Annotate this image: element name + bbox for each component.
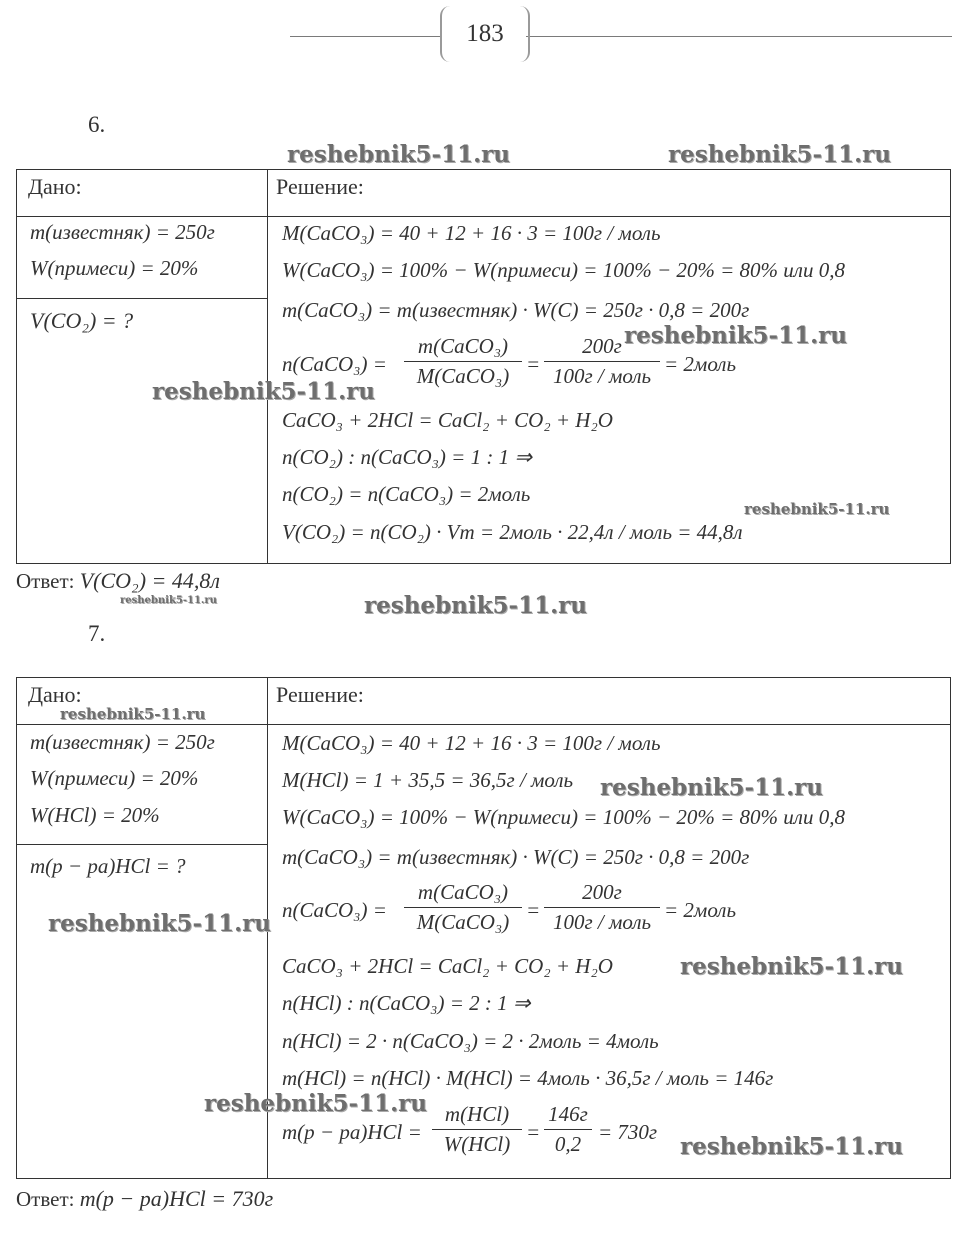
fraction-denominator: M(CaCO₃) (416, 364, 510, 388)
header-line-right (526, 36, 952, 37)
solution-line: V(CO₂) = n(CO₂) · Vm = 2моль · 22,4л / моль = 44,8л (282, 520, 743, 544)
equals-sign: = (526, 898, 541, 922)
given-find-divider (17, 298, 267, 299)
solution-line: m(CaCO₃) = m(известняк) · W(C) = 250г · 0,8 = 200г (282, 845, 750, 869)
watermark: reshebnik5-11.ru (287, 141, 510, 168)
watermark: reshebnik5-11.ru (48, 910, 271, 937)
fraction-bar (544, 907, 660, 908)
answer (16, 568, 220, 594)
fraction-left: m(p − pa)HCl = (282, 1120, 422, 1144)
solution-line: n(HCl) = 2 · n(CaCO₃) = 2 · 2моль = 4моль (282, 1029, 659, 1053)
solution-line: CaCO₃ + 2HCl = CaCl₂ + CO₂ + H₂O (282, 954, 613, 978)
solution-line: m(HCl) = n(HCl) · M(HCl) = 4моль · 36,5г / моль = 146г (282, 1066, 774, 1090)
table-header-divider (17, 724, 950, 725)
watermark: reshebnik5-11.ru (364, 592, 587, 619)
solution-line: W(CaCO₃) = 100% − W(примеси) = 100% − 20% = 80% или 0,8 (282, 258, 845, 282)
solution-line: m(CaCO₃) = m(известняк) · W(C) = 250г · 0,8 = 200г (282, 298, 750, 322)
fraction-result: = 2моль (664, 898, 737, 922)
find-line: V(CO₂) = ? (30, 308, 134, 333)
find-line: m(p − pa)HCl = ? (30, 854, 186, 878)
given-line: W(примеси) = 20% (30, 256, 199, 280)
fraction-denominator: 100г / моль (552, 910, 652, 934)
table-header-divider (17, 216, 950, 217)
solution-line: n(CO₂) : n(CaCO₃) = 1 : 1 ⇒ (282, 445, 532, 469)
watermark: reshebnik5-11.ru (204, 1090, 427, 1117)
solution-line: n(CO₂) = n(CaCO₃) = 2моль (282, 482, 531, 506)
watermark: reshebnik5-11.ru (60, 705, 206, 723)
fraction-result: = 730г (598, 1120, 658, 1144)
watermark: reshebnik5-11.ru (624, 322, 847, 349)
solution-line: M(HCl) = 1 + 35,5 = 36,5г / моль (282, 768, 574, 792)
fraction (404, 334, 522, 389)
fraction (544, 1102, 592, 1157)
given-line: W(HCl) = 20% (30, 803, 160, 827)
fraction (404, 880, 522, 935)
fraction-numerator: m(HCl) (444, 1102, 510, 1126)
watermark: reshebnik5-11.ru (600, 774, 823, 801)
answer (16, 1186, 273, 1212)
given-line: m(известняк) = 250г (30, 220, 215, 244)
given-line: m(известняк) = 250г (30, 730, 215, 754)
solution-line: n(HCl) : n(CaCO₃) = 2 : 1 ⇒ (282, 991, 531, 1015)
solution-line: W(CaCO₃) = 100% − W(примеси) = 100% − 20% = 80% или 0,8 (282, 805, 845, 829)
given-find-divider (17, 844, 267, 845)
fraction (432, 1102, 522, 1157)
table-divider (267, 170, 268, 563)
watermark: reshebnik5-11.ru (680, 953, 903, 980)
watermark: reshebnik5-11.ru (668, 141, 891, 168)
answer-label: Ответ: (16, 1187, 75, 1211)
fraction-numerator: m(CaCO₃) (417, 880, 509, 904)
fraction-left: n(CaCO₃) = (282, 898, 387, 922)
watermark: reshebnik5-11.ru (152, 378, 375, 405)
answer-value: m(p − pa)HCl = 730г (79, 1186, 274, 1211)
fraction-bar (544, 1129, 592, 1130)
fraction-left: n(CaCO₃) = (282, 352, 387, 376)
given-header: Дано: (28, 174, 82, 199)
answer-value: V(CO₂) = 44,8л (79, 568, 220, 593)
solution-header: Решение: (276, 174, 364, 199)
page-number: 183 (440, 6, 530, 62)
fraction-numerator: m(CaCO₃) (417, 334, 509, 358)
equals-sign: = (526, 352, 541, 376)
fraction-denominator: 100г / моль (552, 364, 652, 388)
given-header: Дано: (28, 682, 82, 707)
task-6-number: 6. (88, 112, 106, 137)
fraction-bar (544, 361, 660, 362)
solution-line: M(CaCO₃) = 40 + 12 + 16 · 3 = 100г / моль (282, 731, 661, 755)
fraction-numerator: 200г (582, 334, 622, 358)
fraction-denominator: W(HCl) (443, 1132, 511, 1156)
watermark: reshebnik5-11.ru (680, 1133, 903, 1160)
answer-label: Ответ: (16, 569, 75, 593)
fraction (544, 880, 660, 935)
header-line-left (290, 36, 440, 37)
fraction-result: = 2моль (664, 352, 737, 376)
equals-sign: = (526, 1120, 541, 1144)
fraction-numerator: 200г (582, 880, 622, 904)
watermark: reshebnik5-11.ru (120, 595, 217, 606)
task-7-number: 7. (88, 621, 106, 646)
fraction-denominator: 0,2 (554, 1132, 582, 1156)
given-line: W(примеси) = 20% (30, 766, 199, 790)
fraction-denominator: M(CaCO₃) (416, 910, 510, 934)
fraction-bar (404, 361, 522, 362)
fraction-numerator: 146г (548, 1102, 588, 1126)
solution-line: CaCO₃ + 2HCl = CaCl₂ + CO₂ + H₂O (282, 408, 613, 432)
fraction-bar (404, 907, 522, 908)
fraction-bar (432, 1129, 522, 1130)
watermark: reshebnik5-11.ru (744, 500, 890, 518)
solution-line: M(CaCO₃) = 40 + 12 + 16 · 3 = 100г / моль (282, 221, 661, 245)
solution-header: Решение: (276, 682, 364, 707)
